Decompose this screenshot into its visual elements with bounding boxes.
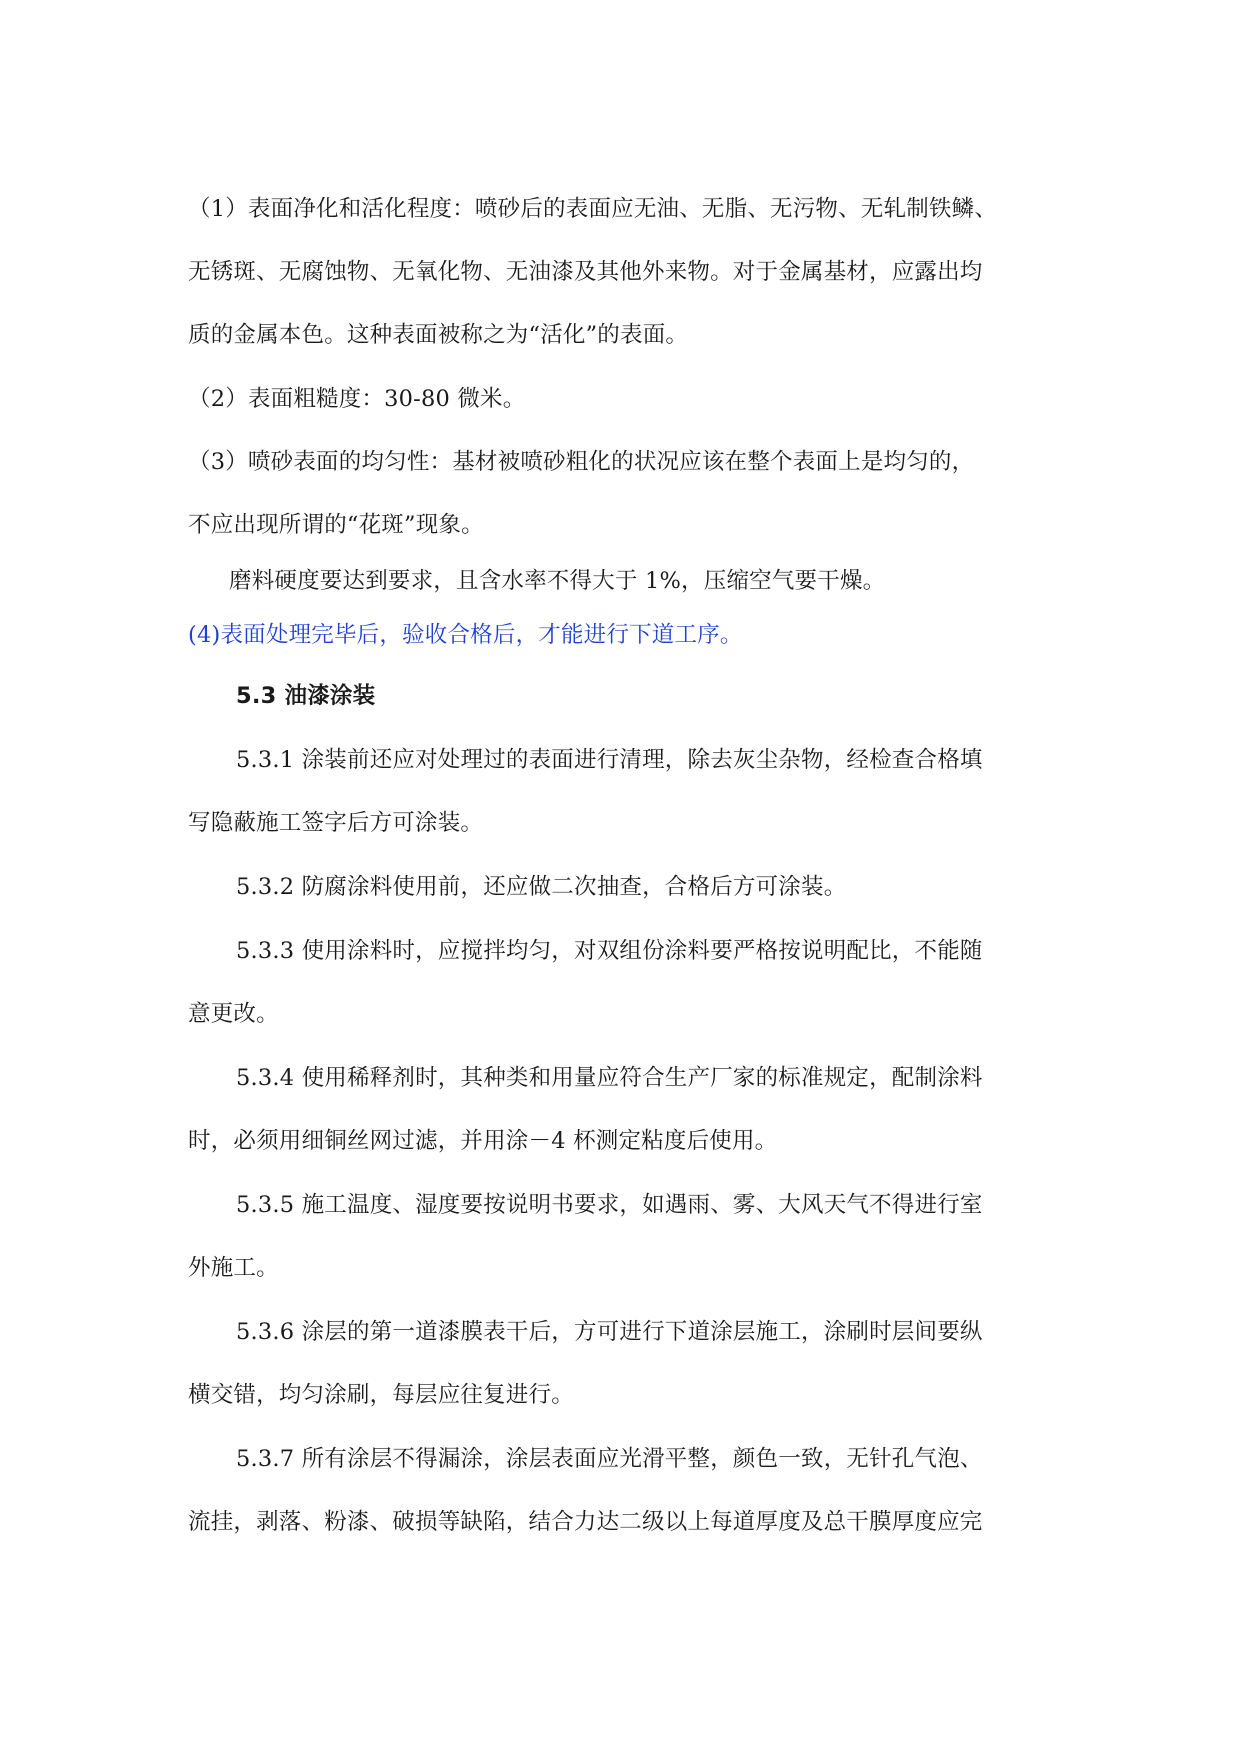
s537-line2: 流挂，剥落、粉漆、破损等缺陷，结合力达二级以上每道厚度及总干膜厚度应完 bbox=[188, 1509, 983, 1535]
para2-surface-roughness: （2）表面粗糙度：30-80 微米。 bbox=[188, 386, 526, 412]
s536-line2: 横交错，均匀涂刷，每层应往复进行。 bbox=[188, 1382, 574, 1408]
para3-line1: （3）喷砂表面的均匀性：基材被喷砂粗化的状况应该在整个表面上是均匀的， bbox=[188, 449, 975, 475]
s533-line1: 5.3.3 使用涂料时，应搅拌均匀，对双组份涂料要严格按说明配比，不能随 bbox=[236, 938, 983, 964]
s534-line1: 5.3.4 使用稀释剂时，其种类和用量应符合生产厂家的标准规定，配制涂料 bbox=[236, 1065, 983, 1091]
s531-line1: 5.3.1 涂装前还应对处理过的表面进行清理，除去灰尘杂物，经检查合格填 bbox=[236, 747, 983, 773]
para1-line2: 无锈斑、无腐蚀物、无氧化物、无油漆及其他外来物。对于金属基材，应露出均 bbox=[188, 259, 983, 285]
para-abrasive-requirement: 磨料硬度要达到要求，且含水率不得大于 1%，压缩空气要干燥。 bbox=[229, 568, 886, 594]
s535-line1: 5.3.5 施工温度、湿度要按说明书要求，如遇雨、雾、大风天气不得进行室 bbox=[236, 1192, 983, 1218]
para3-line2: 不应出现所谓的“花斑”现象。 bbox=[188, 512, 484, 538]
s537-line1: 5.3.7 所有涂层不得漏涂，涂层表面应光滑平整，颜色一致，无针孔气泡、 bbox=[236, 1446, 983, 1472]
s534-line2: 时，必须用细铜丝网过滤，并用涂－4 杯测定粘度后使用。 bbox=[188, 1128, 778, 1154]
s533-line2: 意更改。 bbox=[188, 1001, 279, 1027]
para4-acceptance-note: (4)表面处理完毕后，验收合格后，才能进行下道工序。 bbox=[188, 622, 743, 648]
para1-line1: （1）表面净化和活化程度：喷砂后的表面应无油、无脂、无污物、无轧制铁鳞、 bbox=[188, 196, 998, 222]
section-heading: 5.3 油漆涂装 bbox=[236, 683, 376, 709]
s532-line1: 5.3.2 防腐涂料使用前，还应做二次抽查，合格后方可涂装。 bbox=[236, 874, 847, 900]
s535-line2: 外施工。 bbox=[188, 1255, 279, 1281]
s536-line1: 5.3.6 涂层的第一道漆膜表干后，方可进行下道涂层施工，涂刷时层间要纵 bbox=[236, 1319, 983, 1345]
s531-line2: 写隐蔽施工签字后方可涂装。 bbox=[188, 810, 484, 836]
para1-line3: 质的金属本色。这种表面被称之为“活化”的表面。 bbox=[188, 322, 689, 348]
